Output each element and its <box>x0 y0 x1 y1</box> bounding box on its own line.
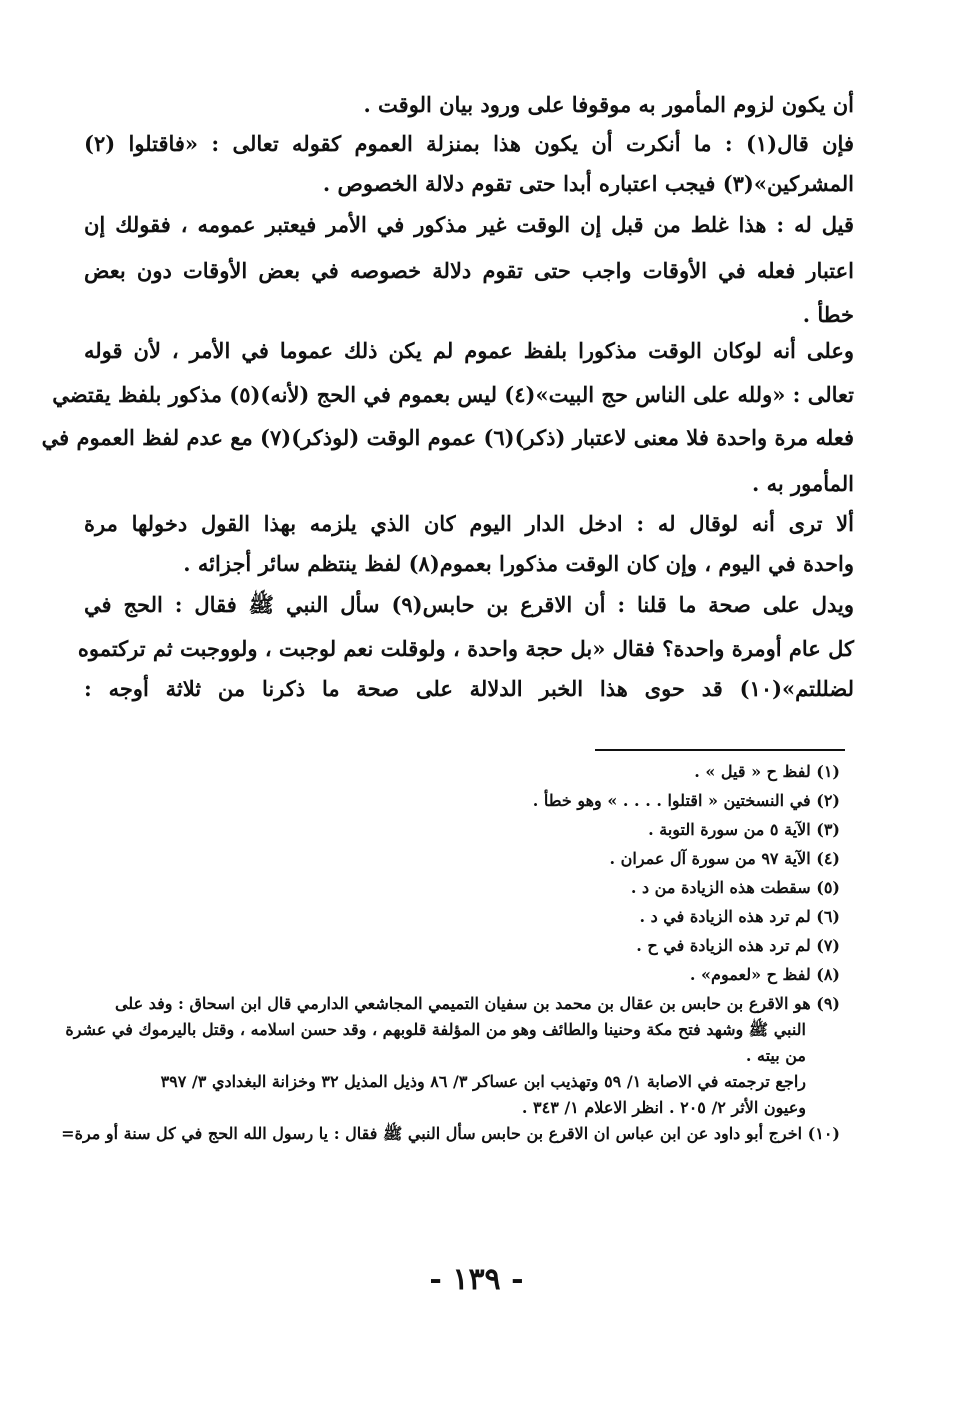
footnote: (٤) الآية ٩٧ من سورة آل عمران . <box>609 849 840 868</box>
footnote-separator <box>595 749 845 751</box>
text-line: وعلى أنه لوكان الوقت مذكورا بلفظ عموم لم يكن ذلك عموما في الأمر ، لأن قوله <box>84 338 854 363</box>
text-line: خطأ . <box>802 302 854 327</box>
footnote: (٧) لم ترد هذه الزيادة في ح . <box>636 936 840 955</box>
text-line: قيل له : هذا غلط من قبل إن الوقت غير مذكور في الأمر فيعتبر عمومه ، فقولك إن <box>84 212 854 237</box>
footnote: (١٠) اخرج أبو داود عن ابن عباس ان الاقرع بن حابس سأل النبي ﷺ فقال : يا رسول الله الحج في كل سنة أو مرة= <box>61 1124 840 1143</box>
text-line: المشركين»(٣) فيجب اعتباره أبدا حتى تقوم دلالة الخصوص . <box>322 171 854 196</box>
text-line: تعالى : «ولله على الناس حج البيت»(٤) ليس بعموم في الحج (لأنه)(٥) مذكور بلفظ يقتضي <box>52 382 854 407</box>
footnote: (٩) هو الاقرع بن حابس بن عقال بن محمد بن سفيان التميمي المجاشعي الدارمي قال ابن اسحاق : وفد على <box>114 994 840 1013</box>
text-line: فعله مرة واحدة فلا معنى لاعتبار (ذكر)(٦) عموم الوقت (لوذكر)(٧) مع عدم لفظ العموم في <box>41 425 854 450</box>
page-number: - ١٣٩ - <box>429 1262 524 1297</box>
main-text <box>41 90 854 704</box>
footnote: (٨) لفظ ح «لعموم» . <box>689 965 840 984</box>
footnote: (١) لفظ ح « قيل » . <box>694 762 840 781</box>
footnotes <box>60 762 840 1153</box>
footnote: (٢) في النسختين « اقتلوا . . . . » وهو خطأ . <box>532 791 840 810</box>
footnote: (٣) الآية ٥ من سورة التوبة . <box>648 820 840 839</box>
footnote: (٦) لم ترد هذه الزيادة في د . <box>639 907 840 926</box>
text-line: أن يكون لزوم المأمور به موقوفا على ورود بيان الوقت . <box>363 92 854 117</box>
text-line: اعتبار فعله في الأوقات واجب حتى تقوم دلالة خصوصه في بعض الأوقات دون بعض <box>84 258 854 283</box>
text-line: ويدل على صحة ما قلنا : أن الاقرع بن حابس(٩) سأل النبي ﷺ فقال : الحج في <box>84 592 854 617</box>
footnote-continuation: وعيون الأثر ٢/ ٢٠٥ . انظر الاعلام ١/ ٣٤٣ . <box>521 1098 806 1117</box>
text-line: لضللتم»(١٠) قد حوى هذا الخبر الدلالة على صحة ما ذكرنا من ثلاثة أوجه : <box>84 676 854 701</box>
footnote: (٥) سقطت هذه الزيادة من د . <box>630 878 840 897</box>
text-line: المأمور به . <box>751 471 854 496</box>
text-line: ألا ترى أنه لوقال له : ادخل الدار اليوم كان الذي يلزمه بهذا القول دخولها مرة <box>84 511 854 536</box>
footnote-continuation: من بيته . <box>745 1046 806 1065</box>
footnote-continuation: راجع ترجمته في الاصابة ١/ ٥٩ وتهذيب ابن عساكر ٣/ ٨٦ وذيل المذيل ٣٢ وخزانة البغدادي ٣/ ٣٩٧ <box>160 1072 806 1091</box>
text-line: فإن قال(١) : ما أنكرت أن يكون هذا بمنزلة العموم كقوله تعالى : «فاقتلوا (٢) <box>84 131 854 156</box>
text-line: واحدة في اليوم ، وإن كان الوقت مذكورا بعموم(٨) لفظ ينتظم سائر أجزائه . <box>183 551 854 576</box>
text-line: كل عام أومرة واحدة؟ فقال «بل حجة واحدة ، ولوقلت نعم لوجبت ، ولووجبت ثم تركتموه <box>77 636 854 661</box>
footnote-continuation: النبي ﷺ وشهد فتح مكة وحنينا والطائف وهو من المؤلفة قلوبهم ، وقد حسن اسلامه ، وقتل باليرموك في عشرة <box>65 1020 806 1039</box>
